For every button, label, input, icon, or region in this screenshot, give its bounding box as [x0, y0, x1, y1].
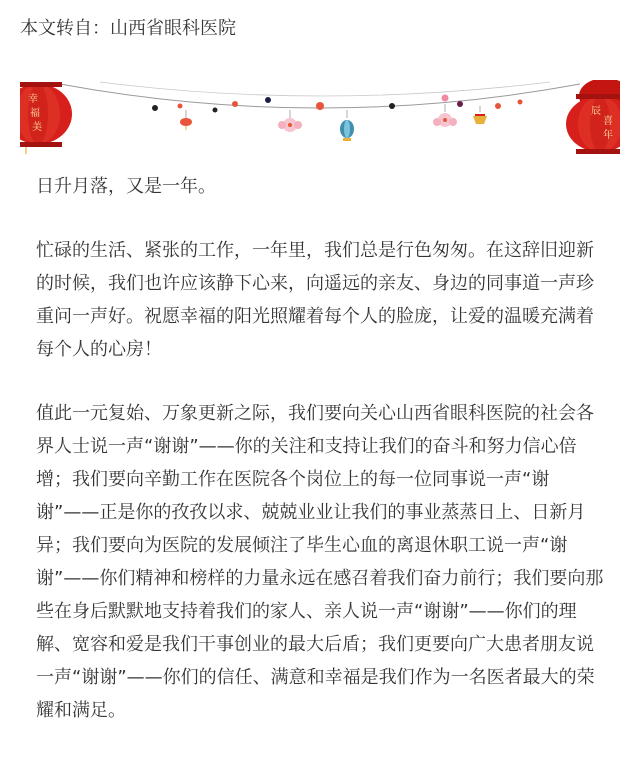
- garland-dot: [232, 101, 238, 107]
- right-lantern-char: 辰: [591, 106, 601, 117]
- garland-dot: [442, 95, 449, 102]
- left-red-lantern: [20, 82, 72, 154]
- gold-lantern-ornament: [473, 106, 487, 124]
- left-lantern-char: 幸: [28, 94, 38, 105]
- garland-dot: [265, 97, 271, 103]
- garland-dot: [389, 103, 395, 109]
- article-paragraph: 日升月落，又是一年。: [36, 176, 216, 197]
- left-lantern-char: 福: [30, 108, 40, 119]
- article-paragraph: 忙碌的生活、紧张的工作，一年里，我们总是行色匆匆。在这辞旧迎新的时候，我们也许应该静下心来，向遥远的亲友、身边的同事道一声珍重问一声好。祝愿幸福的阳光照耀着每个人的脸庞，让爱的温暖充满着每个人的心房！: [36, 240, 594, 360]
- cherry-blossom-ornament: [278, 110, 302, 132]
- garland-dot: [213, 108, 218, 113]
- left-lantern-char: 美: [32, 122, 42, 133]
- garland-dot: [518, 100, 523, 105]
- garland-dot: [152, 105, 158, 111]
- blue-lantern-ornament: [340, 110, 354, 141]
- article-body: [36, 170, 608, 758]
- garland-dot: [316, 102, 324, 110]
- small-lantern-ornament: [180, 110, 192, 130]
- right-lantern-char: 年: [603, 130, 613, 141]
- source-attribution: 本文转自：山西省眼科医院: [20, 18, 236, 39]
- garland-dot: [178, 104, 183, 109]
- garland-string-upper: [100, 82, 550, 96]
- new-year-banner: [20, 80, 620, 154]
- garland-dot: [495, 103, 501, 109]
- garland-dot: [457, 101, 463, 107]
- cherry-blossom-ornament-right: [433, 104, 457, 127]
- right-lantern-char: 喜: [603, 116, 613, 127]
- article-paragraph: 值此一元复始、万象更新之际，我们要向关心山西省眼科医院的社会各界人士说一声“谢谢”——你的关注和支持让我们的奋斗和努力信心倍增；我们要向辛勤工作在医院各个岗位上的每一位同事说一声“谢谢”——正是你的孜孜以求、兢兢业业让我们的事业蒸蒸日上、日新月异；我们要向为医院的发展倾注了毕生心血的离退休职工说一声“谢谢”——你们精神和榜样的力量永远在感召着我们奋力前行；我们要向那些在身后默默地支持着我们的家人、亲人说一声“谢谢”——你们的理解、宽容和爱是我们干事创业的最大后盾；我们更要向广大患者朋友说一声“谢谢”——你们的信任、满意和幸福是我们作为一名医者最大的荣耀和满足。: [36, 403, 604, 721]
